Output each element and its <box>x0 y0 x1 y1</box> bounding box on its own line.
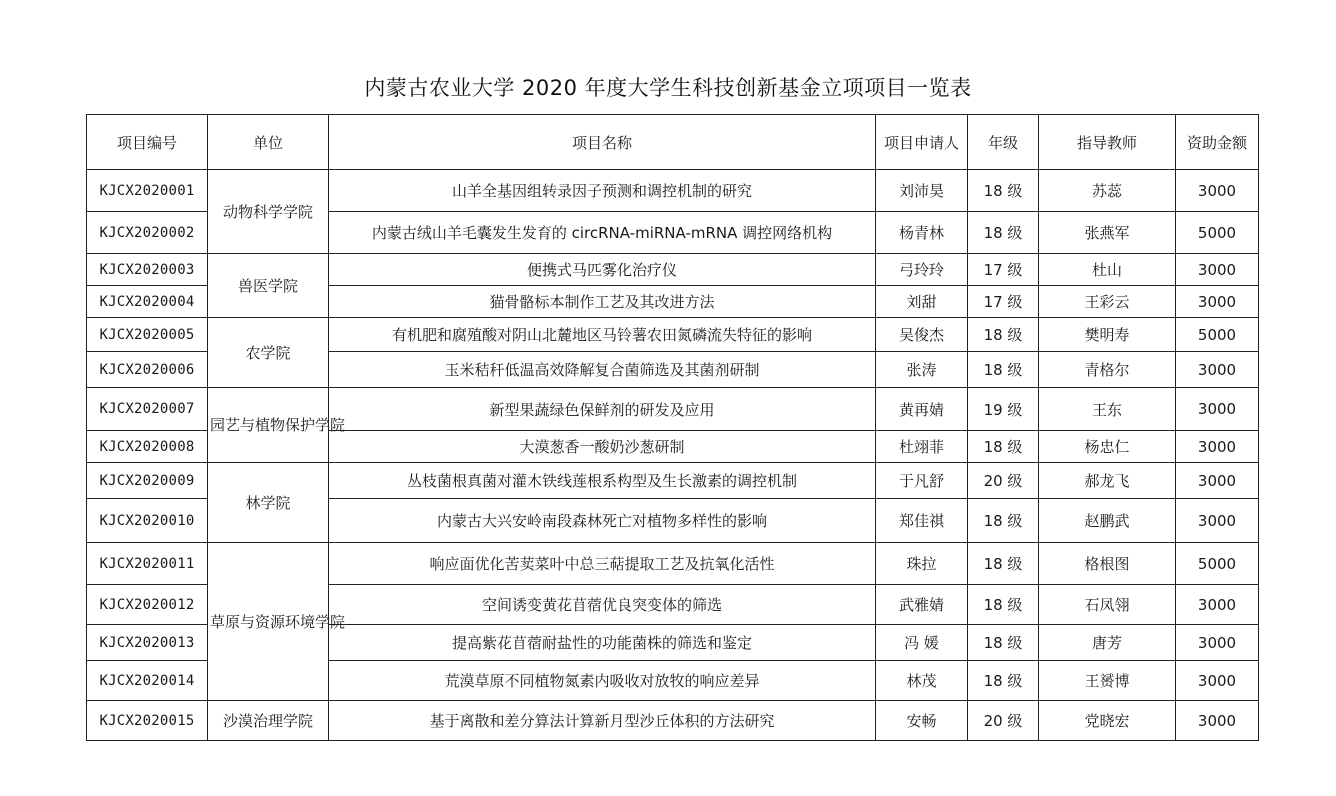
advisor-cell: 唐芳 <box>1039 625 1176 661</box>
amount-cell: 3000 <box>1176 431 1259 463</box>
advisor-cell: 杨忠仁 <box>1039 431 1176 463</box>
amount-cell: 5000 <box>1176 318 1259 352</box>
applicant-cell: 于凡舒 <box>876 463 968 499</box>
project-id-cell: KJCX2020010 <box>87 499 208 543</box>
amount-cell: 5000 <box>1176 543 1259 585</box>
advisor-cell: 赵鹏武 <box>1039 499 1176 543</box>
grade-cell: 19 级 <box>968 388 1039 431</box>
applicant-cell: 冯 媛 <box>876 625 968 661</box>
advisor-cell: 青格尔 <box>1039 352 1176 388</box>
amount-cell: 3000 <box>1176 463 1259 499</box>
project-id-cell: KJCX2020008 <box>87 431 208 463</box>
advisor-cell: 王赟博 <box>1039 661 1176 701</box>
amount-cell: 3000 <box>1176 625 1259 661</box>
applicant-cell: 郑佳祺 <box>876 499 968 543</box>
project-name-cell: 基于离散和差分算法计算新月型沙丘体积的方法研究 <box>329 701 876 741</box>
amount-cell: 3000 <box>1176 286 1259 318</box>
grade-cell: 17 级 <box>968 286 1039 318</box>
advisor-cell: 王东 <box>1039 388 1176 431</box>
advisor-cell: 党晓宏 <box>1039 701 1176 741</box>
unit-cell: 农学院 <box>208 318 329 388</box>
advisor-cell: 杜山 <box>1039 254 1176 286</box>
project-id-cell: KJCX2020003 <box>87 254 208 286</box>
applicant-cell: 刘沛昊 <box>876 170 968 212</box>
table-row <box>87 388 1259 431</box>
applicant-cell: 林茂 <box>876 661 968 701</box>
grade-cell: 18 级 <box>968 585 1039 625</box>
unit-cell: 林学院 <box>208 463 329 543</box>
applicant-cell: 武雅婧 <box>876 585 968 625</box>
advisor-cell: 王彩云 <box>1039 286 1176 318</box>
table-row <box>87 543 1259 585</box>
advisor-cell: 郝龙飞 <box>1039 463 1176 499</box>
project-name-cell: 猫骨骼标本制作工艺及其改进方法 <box>329 286 876 318</box>
amount-cell: 3000 <box>1176 499 1259 543</box>
grade-cell: 17 级 <box>968 254 1039 286</box>
grade-cell: 18 级 <box>968 352 1039 388</box>
header-applicant: 项目申请人 <box>876 115 968 170</box>
advisor-cell: 张燕军 <box>1039 212 1176 254</box>
amount-cell: 3000 <box>1176 170 1259 212</box>
grade-cell: 18 级 <box>968 499 1039 543</box>
project-id-cell: KJCX2020011 <box>87 543 208 585</box>
applicant-cell: 杜翊菲 <box>876 431 968 463</box>
project-name-cell: 内蒙古大兴安岭南段森林死亡对植物多样性的影响 <box>329 499 876 543</box>
project-id-cell: KJCX2020014 <box>87 661 208 701</box>
project-id-cell: KJCX2020013 <box>87 625 208 661</box>
grade-cell: 18 级 <box>968 170 1039 212</box>
project-id-cell: KJCX2020002 <box>87 212 208 254</box>
applicant-cell: 安畅 <box>876 701 968 741</box>
header-amount: 资助金额 <box>1176 115 1259 170</box>
project-id-cell: KJCX2020015 <box>87 701 208 741</box>
amount-cell: 3000 <box>1176 661 1259 701</box>
amount-cell: 3000 <box>1176 352 1259 388</box>
project-id-cell: KJCX2020007 <box>87 388 208 431</box>
unit-cell: 动物科学学院 <box>208 170 329 254</box>
applicant-cell: 黄再婧 <box>876 388 968 431</box>
unit-cell: 草原与资源环境学院 <box>208 543 329 701</box>
unit-cell: 园艺与植物保护学院 <box>208 388 329 463</box>
project-name-cell: 有机肥和腐殖酸对阴山北麓地区马铃薯农田氮磷流失特征的影响 <box>329 318 876 352</box>
project-name-cell: 新型果蔬绿色保鲜剂的研发及应用 <box>329 388 876 431</box>
advisor-cell: 樊明寿 <box>1039 318 1176 352</box>
project-id-cell: KJCX2020006 <box>87 352 208 388</box>
table-row <box>87 701 1259 741</box>
amount-cell: 3000 <box>1176 388 1259 431</box>
applicant-cell: 张涛 <box>876 352 968 388</box>
table-row <box>87 318 1259 352</box>
project-name-cell: 大漠葱香一酸奶沙葱研制 <box>329 431 876 463</box>
applicant-cell: 弓玲玲 <box>876 254 968 286</box>
grade-cell: 18 级 <box>968 431 1039 463</box>
header-grade: 年级 <box>968 115 1039 170</box>
grade-cell: 20 级 <box>968 463 1039 499</box>
project-id-cell: KJCX2020012 <box>87 585 208 625</box>
grade-cell: 18 级 <box>968 543 1039 585</box>
grade-cell: 18 级 <box>968 625 1039 661</box>
project-name-cell: 空间诱变黄花苜蓿优良突变体的筛选 <box>329 585 876 625</box>
applicant-cell: 珠拉 <box>876 543 968 585</box>
applicant-cell: 杨青林 <box>876 212 968 254</box>
unit-cell: 兽医学院 <box>208 254 329 318</box>
header-unit: 单位 <box>208 115 329 170</box>
amount-cell: 3000 <box>1176 701 1259 741</box>
project-id-cell: KJCX2020004 <box>87 286 208 318</box>
project-id-cell: KJCX2020009 <box>87 463 208 499</box>
amount-cell: 3000 <box>1176 254 1259 286</box>
project-name-cell: 荒漠草原不同植物氮素内吸收对放牧的响应差异 <box>329 661 876 701</box>
table-row <box>87 463 1259 499</box>
project-id-cell: KJCX2020005 <box>87 318 208 352</box>
header-project-name: 项目名称 <box>329 115 876 170</box>
table-header-row <box>87 115 1259 170</box>
applicant-cell: 刘甜 <box>876 286 968 318</box>
document-title: 内蒙古农业大学 2020 年度大学生科技创新基金立项项目一览表 <box>364 76 972 100</box>
unit-cell: 沙漠治理学院 <box>208 701 329 741</box>
header-project-id: 项目编号 <box>87 115 208 170</box>
project-name-cell: 响应面优化苦荬菜叶中总三萜提取工艺及抗氧化活性 <box>329 543 876 585</box>
project-name-cell: 内蒙古绒山羊毛囊发生发育的 circRNA-miRNA-mRNA 调控网络机构 <box>329 212 876 254</box>
grade-cell: 18 级 <box>968 212 1039 254</box>
grade-cell: 20 级 <box>968 701 1039 741</box>
amount-cell: 5000 <box>1176 212 1259 254</box>
advisor-cell: 格根图 <box>1039 543 1176 585</box>
grade-cell: 18 级 <box>968 318 1039 352</box>
project-id-cell: KJCX2020001 <box>87 170 208 212</box>
table-row <box>87 170 1259 212</box>
project-table <box>86 114 1259 741</box>
table-row <box>87 254 1259 286</box>
project-name-cell: 丛枝菌根真菌对灌木铁线莲根系构型及生长激素的调控机制 <box>329 463 876 499</box>
project-name-cell: 便携式马匹雾化治疗仪 <box>329 254 876 286</box>
project-name-cell: 山羊全基因组转录因子预测和调控机制的研究 <box>329 170 876 212</box>
advisor-cell: 石凤翎 <box>1039 585 1176 625</box>
amount-cell: 3000 <box>1176 585 1259 625</box>
grade-cell: 18 级 <box>968 661 1039 701</box>
header-advisor: 指导教师 <box>1039 115 1176 170</box>
advisor-cell: 苏蕊 <box>1039 170 1176 212</box>
project-name-cell: 玉米秸秆低温高效降解复合菌筛选及其菌剂研制 <box>329 352 876 388</box>
project-name-cell: 提高紫花苜蓿耐盐性的功能菌株的筛选和鉴定 <box>329 625 876 661</box>
applicant-cell: 吴俊杰 <box>876 318 968 352</box>
